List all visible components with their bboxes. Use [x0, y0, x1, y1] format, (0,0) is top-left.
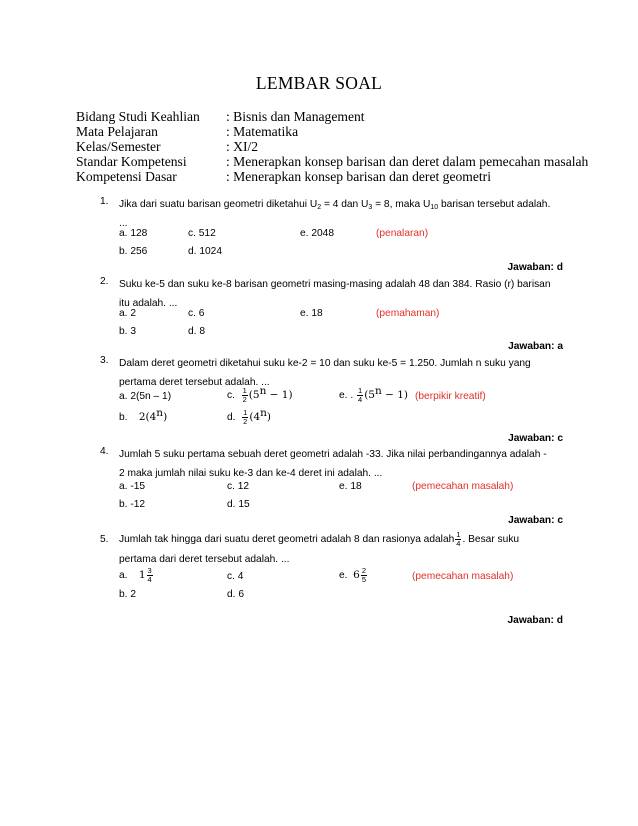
option-e: e. 6 $\frac{2}{5}$	[339, 566, 367, 584]
meta-label: Kelas/Semester	[76, 139, 161, 154]
fraction: $\frac{1}{2}$	[242, 386, 247, 404]
option-a: a. 2(5n – 1)	[119, 391, 172, 402]
option-e: e. 2048	[300, 228, 334, 239]
skill-tag: (pemecahan masalah)	[412, 571, 514, 582]
meta-value: : Bisnis dan Management	[226, 109, 365, 124]
meta-label: Kompetensi Dasar	[76, 169, 177, 184]
question-number: 3.	[100, 355, 109, 366]
option-b: b. 2	[119, 589, 136, 600]
question-text	[119, 196, 564, 233]
option-c: c. $\frac{1}{2}$ $(5^n - 1)$	[227, 385, 293, 404]
meta-value: : Menerapkan konsep barisan dan deret geometri	[226, 169, 491, 184]
option-c: c. 512	[188, 228, 216, 239]
meta-label: Standar Kompetensi	[76, 154, 187, 169]
question-text	[119, 530, 564, 570]
skill-tag: (pemahaman)	[376, 308, 440, 319]
question-line: itu adalah. ...	[119, 297, 178, 309]
meta-row-bidang	[76, 109, 588, 124]
option-c: c. 4	[227, 571, 244, 582]
meta-row-kelas	[76, 139, 588, 154]
question-line: ...	[119, 217, 128, 229]
answer-2: Jawaban: a	[508, 341, 563, 352]
question-line: pertama dari deret tersebut adalah. ...	[119, 554, 290, 565]
option-e: e. . $\frac{1}{4}$ $(5^n - 1)$	[339, 385, 408, 404]
question-number: 2.	[100, 276, 109, 287]
meta-label: Bidang Studi Keahlian	[76, 109, 200, 124]
option-d: d. 1024	[188, 246, 222, 257]
option-a: a. 1 $\frac{3}{4}$	[119, 566, 152, 584]
option-d: d. 6	[227, 589, 244, 600]
question-text	[119, 446, 569, 483]
option-a: a. -15	[119, 481, 146, 492]
option-d: d. $\frac{1}{2}$ (4$^n$)	[227, 407, 271, 426]
answer-1: Jawaban: d	[507, 262, 563, 273]
question-line: Jika dari suatu barisan geometri diketahui $U_2 = 4$ dan $U_3 = 8$, maka $U_{10}$ barisan tersebut adalah.	[119, 199, 551, 211]
option-b: b. 2(4$^n$)	[119, 407, 168, 423]
option-d: d. 8	[188, 326, 205, 337]
question-line: Jumlah tak hingga dari suatu deret geometri adalah 8 dan rasionya adalah $\frac{1}{4}$ . Besar suku	[119, 529, 520, 548]
question-line: pertama deret tersebut adalah. ...	[119, 376, 270, 388]
meta-value: : Menerapkan konsep barisan dan deret dalam pemecahan masalah	[226, 154, 589, 169]
question-line: Dalam deret geometri diketahui suku ke-2 = 10 dan suku ke-5 = 1.250. Jumlah n suku yang	[119, 358, 531, 369]
question-number: 1.	[100, 196, 109, 207]
meta-value: : XI/2	[226, 139, 259, 154]
question-line: Suku ke-5 dan suku ke-8 barisan geometri masing-masing adalah 48 dan 384. Rasio (r) barisan	[119, 279, 551, 290]
option-c: c. 12	[227, 481, 250, 492]
question-text	[119, 276, 564, 313]
fraction: $\frac{1}{2}$	[243, 408, 248, 426]
fraction: $\frac{1}{4}$	[358, 386, 363, 404]
meta-label: Mata Pelajaran	[76, 124, 158, 139]
skill-tag: (penalaran)	[376, 228, 429, 239]
page-title: LEMBAR SOAL	[255, 73, 383, 93]
option-e: e. 18	[300, 308, 323, 319]
option-b: b. 3	[119, 326, 136, 337]
option-a: a. 2	[119, 308, 136, 319]
meta-row-mapel	[76, 124, 588, 139]
meta-table	[76, 109, 588, 184]
question-number: 4.	[100, 446, 109, 457]
skill-tag: (pemecahan masalah)	[412, 481, 514, 492]
option-b: b. 256	[119, 246, 148, 257]
option-c: c. 6	[188, 308, 205, 319]
question-line: Jumlah 5 suku pertama sebuah deret geometri adalah -33. Jika nilai perbandingannya adalah -	[119, 449, 547, 460]
meta-value: : Matematika	[226, 124, 299, 139]
question-line: 2 maka jumlah nilai suku ke-3 dan ke-4 deret ini adalah. ...	[119, 467, 383, 479]
fraction: $\frac{2}{5}$	[361, 566, 367, 584]
question-number: 5.	[100, 534, 109, 545]
option-d: d. 15	[227, 499, 250, 510]
fraction: $\frac{3}{4}$	[147, 566, 152, 584]
skill-tag: (berpikir kreatif)	[415, 391, 486, 402]
option-a: a. 128	[119, 228, 148, 239]
answer-4: Jawaban: c	[508, 515, 563, 526]
answer-5: Jawaban: d	[507, 615, 563, 626]
fraction: $\frac{1}{4}$	[456, 529, 461, 548]
answer-3: Jawaban: c	[508, 433, 563, 444]
meta-row-kd	[76, 169, 588, 184]
meta-row-sk	[76, 154, 588, 169]
option-e: e. 18	[339, 481, 362, 492]
option-b: b. -12	[119, 499, 146, 510]
